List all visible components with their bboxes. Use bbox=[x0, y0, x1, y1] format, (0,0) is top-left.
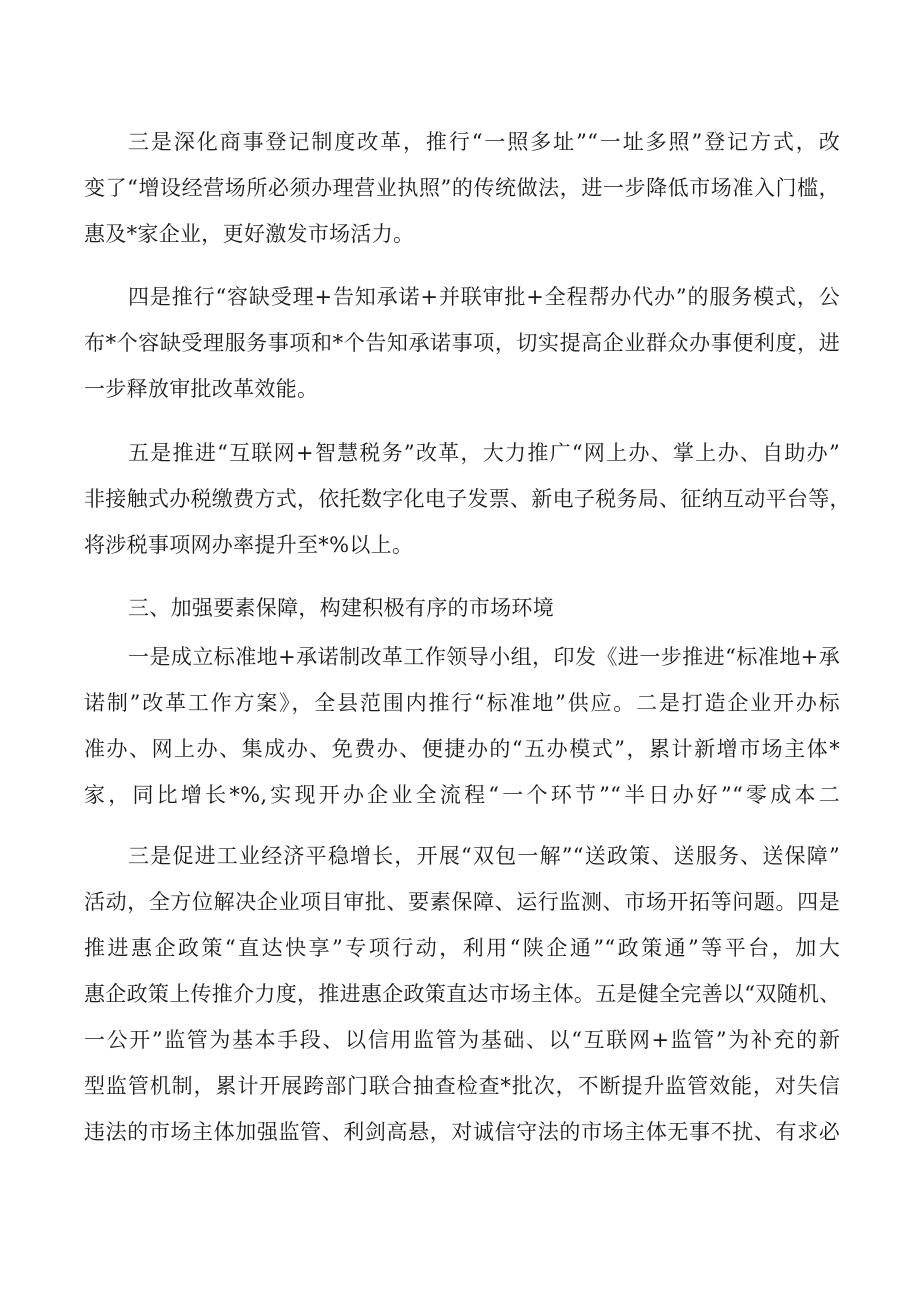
paragraph-smart-tax bbox=[84, 430, 851, 568]
paragraph-standard-land bbox=[84, 634, 840, 818]
text-line: 惠企政策上传推介力度，推进惠企政策直达市场主体。五是健全完善以“双随机、 bbox=[84, 982, 841, 1006]
paragraph-service-model bbox=[84, 274, 840, 412]
section-heading bbox=[84, 585, 840, 631]
heading-line: 三、加强要素保障，构建积极有序的市场环境 bbox=[128, 596, 554, 620]
text-line: 一步释放审批改革效能。 bbox=[84, 377, 319, 401]
text-line: 布*个容缺受理服务事项和*个告知承诺事项，切实提高企业群众办事便利度，进 bbox=[84, 331, 840, 355]
text-line: 一是成立标准地+承诺制改革工作领导小组，印发《进一步推进“标准地+承 bbox=[128, 645, 840, 669]
text-line: 五是推进“互联网+智慧税务”改革，大力推广“网上办、掌上办、自助办” bbox=[128, 441, 840, 465]
text-line: 家，同比增长*%,实现开办企业全流程“一个环节”“半日办好”“零成本二 bbox=[84, 783, 840, 807]
text-line: 四是推行“容缺受理+告知承诺+并联审批+全程帮办代办”的服务模式，公 bbox=[128, 285, 840, 309]
text-line: 一公开”监管为基本手段、以信用监管为基础、以“互联网+监管”为补充的新 bbox=[84, 1028, 840, 1052]
text-line: 诺制”改革工作方案》，全县范围内推行“标准地”供应。二是打造企业开办标 bbox=[84, 691, 840, 715]
paragraph-registration-reform bbox=[84, 119, 840, 257]
text-line: 准办、网上办、集成办、免费办、便捷办的“五办模式”，累计新增市场主体* bbox=[84, 737, 840, 761]
text-line: 惠及*家企业，更好激发市场活力。 bbox=[84, 222, 415, 246]
text-line: 活动，全方位解决企业项目审批、要素保障、运行监测、市场开拓等问题。四是 bbox=[84, 890, 840, 914]
text-line: 非接触式办税缴费方式，依托数字化电子发票、新电子税务局、征纳互动平台等， bbox=[84, 487, 851, 511]
text-line: 三是深化商事登记制度改革，推行“一照多址”“一址多照”登记方式，改 bbox=[128, 130, 840, 154]
text-line: 三是促进工业经济平稳增长，开展“双包一解”“送政策、送服务、送保障” bbox=[128, 844, 840, 868]
text-line: 变了“增设经营场所必须办理营业执照”的传统做法，进一步降低市场准入门槛， bbox=[84, 176, 840, 200]
text-line: 违法的市场主体加强监管、利剑高悬，对诚信守法的市场主体无事不扰、有求必 bbox=[84, 1120, 840, 1144]
text-line: 型监管机制，累计开展跨部门联合抽查检查*批次，不断提升监管效能，对失信 bbox=[84, 1074, 840, 1098]
paragraph-industrial-economy bbox=[84, 833, 840, 1155]
text-line: 将涉税事项网办率提升至*%以上。 bbox=[84, 533, 414, 557]
text-line: 推进惠企政策“直达快享”专项行动，利用“陕企通”“政策通”等平台，加大 bbox=[84, 936, 840, 960]
